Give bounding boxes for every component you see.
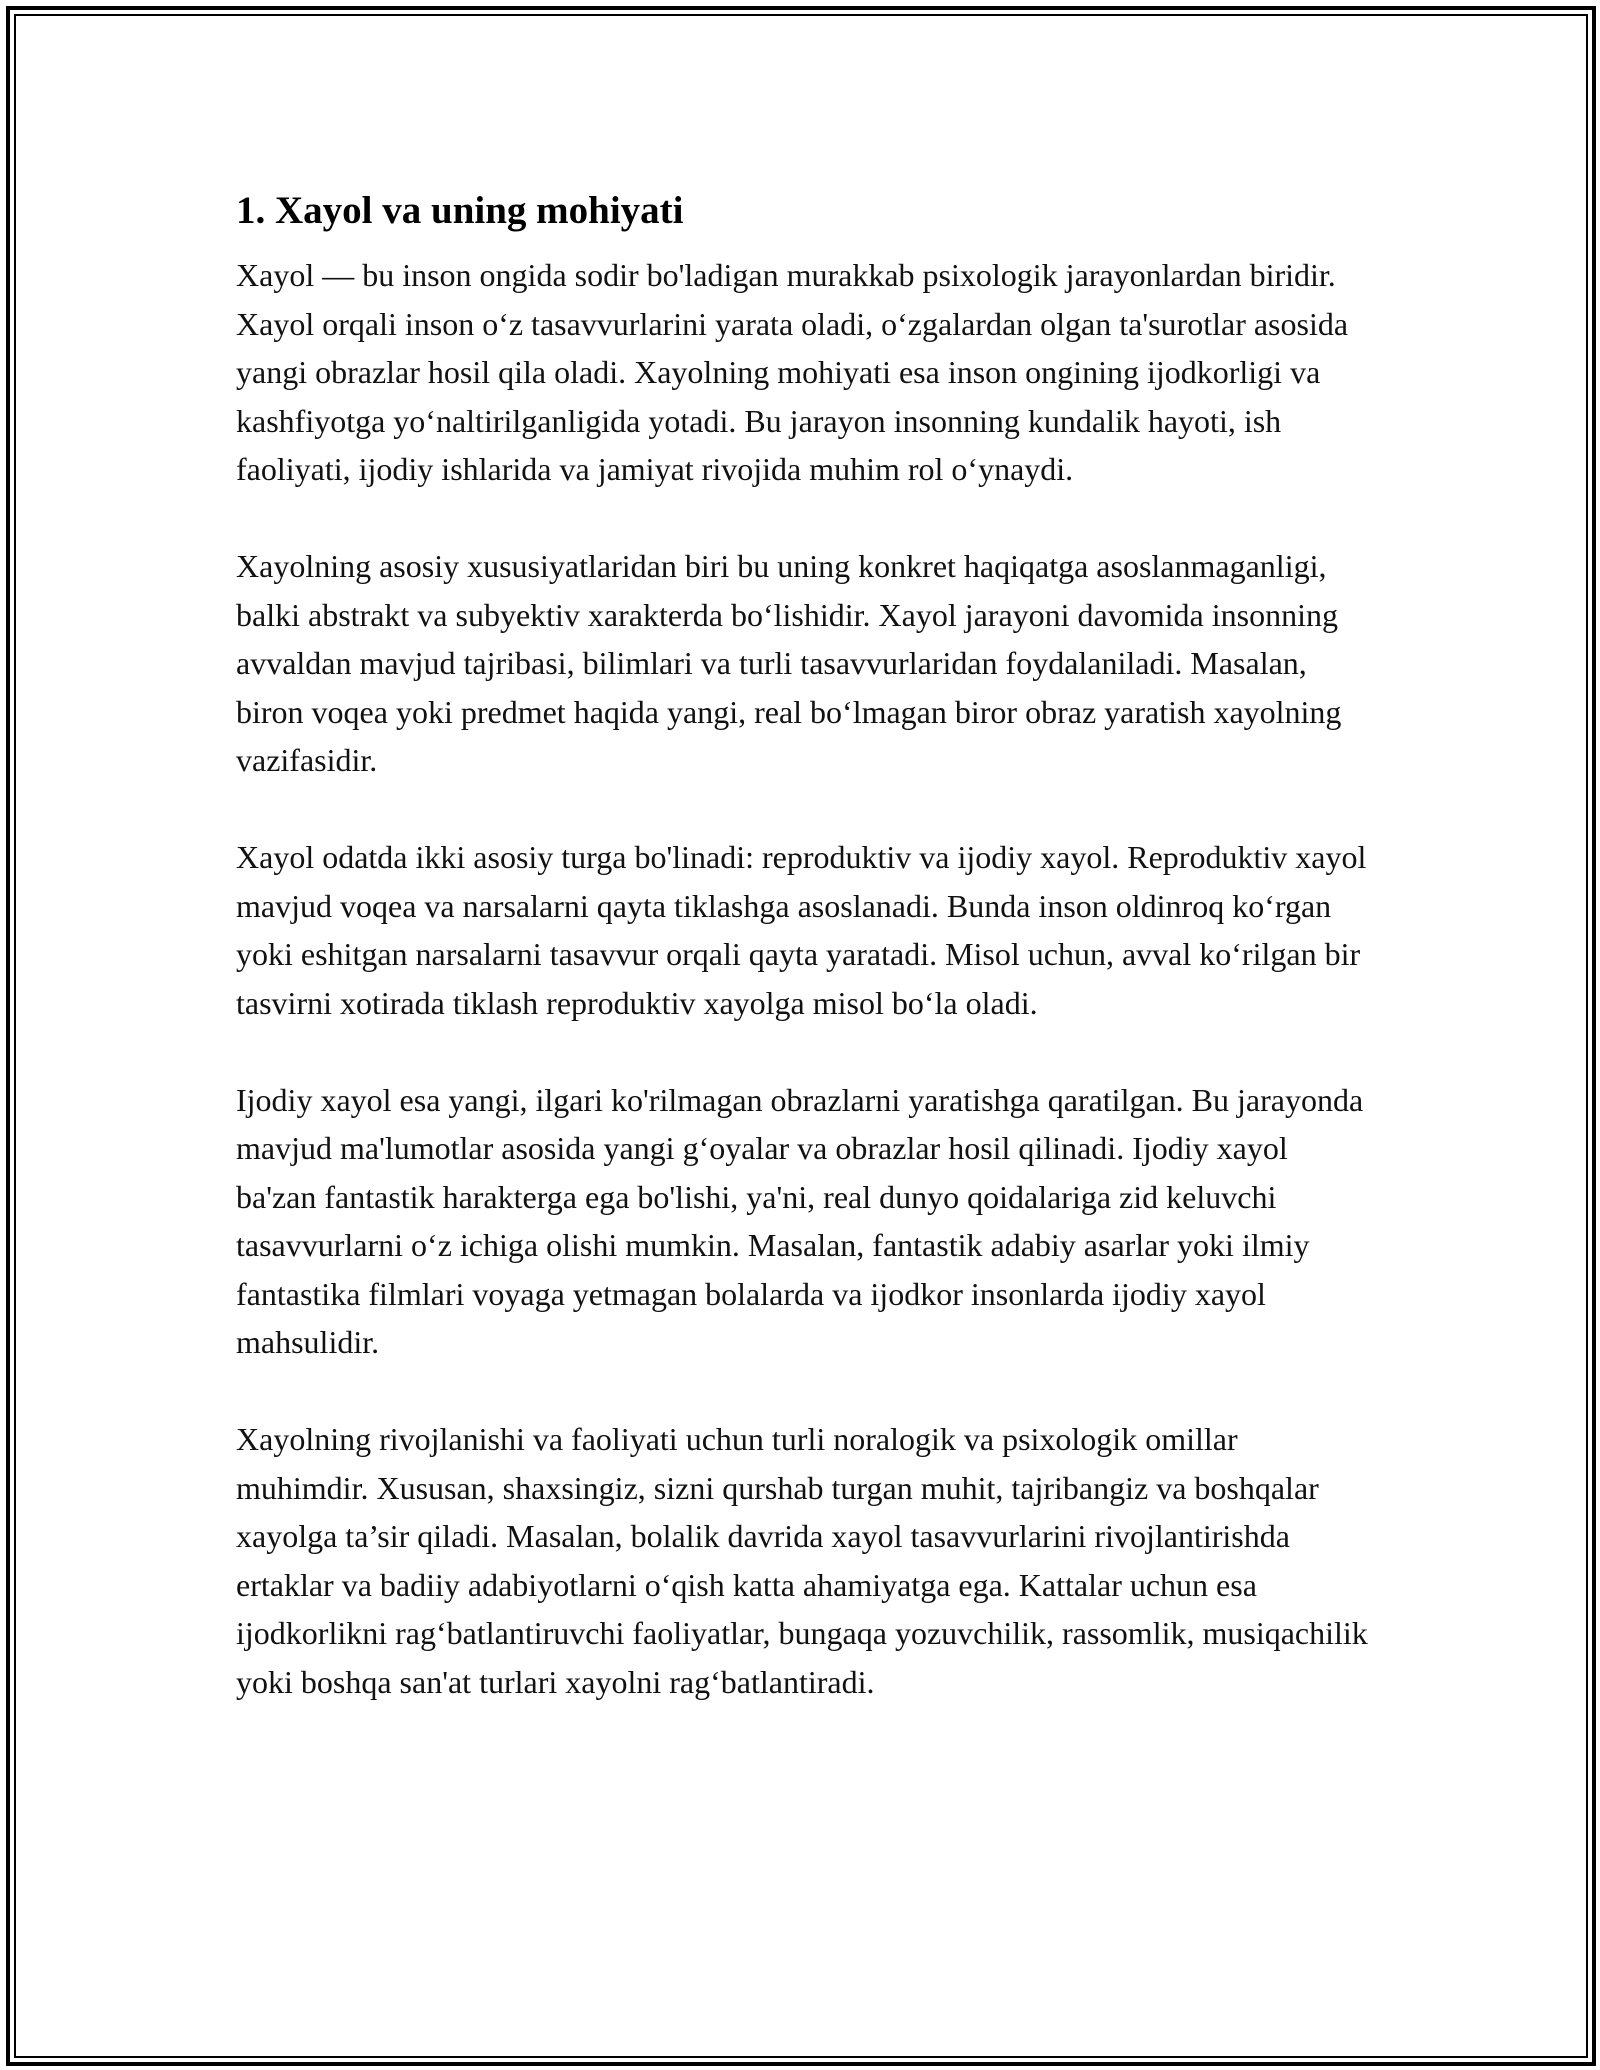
paragraph-3: Xayol odatda ikki asosiy turga bo'linadi: reproduktiv va ijodiy xayol. Reproduktiv xayol mavjud voqea va narsalarni qayta tiklashga asoslanadi. Bunda inson oldinroq ko‘rgan yoki eshitgan narsalarni tasavvur orqali qayta yaratadi. Misol uchun, avval ko‘rilgan bir tasvirni xotirada tiklash reproduktiv xayolga misol bo‘la oladi. <box>236 839 1367 1021</box>
paragraph-5: Xayolning rivojlanishi va faoliyati uchun turli noralogik va psixologik omillar muhimdir. Xususan, shaxsingiz, sizni qurshab turgan muhit, tajribangiz va boshqalar xayolga ta’sir qiladi. Masalan, bolalik davrida xayol tasavvurlarini rivojlantirishda ertaklar va badiiy adabiyotlarni o‘qish katta ahamiyatga ega. Kattalar uchun esa ijodkorlikni rag‘batlantiruvchi faoliyatlar, bungaqa yozuvchilik, rassomlik, musiqachilik yoki boshqa san'at turlari xayolni rag‘batlantiradi. <box>236 1421 1368 1700</box>
paragraph-2: Xayolning asosiy xususiyatlaridan biri bu uning konkret haqiqatga asoslanmaganligi, balki abstrakt va subyektiv xarakterda bo‘lishidir. Xayol jarayoni davomida insonning avvaldan mavjud tajribasi, bilimlari va turli tasavvurlaridan foydalaniladi. Masalan, biron voqea yoki predmet haqida yangi, real bo‘lmagan biror obraz yaratish xayolning vazifasidir. <box>236 548 1342 778</box>
paragraph-4: Ijodiy xayol esa yangi, ilgari ko'rilmagan obrazlarni yaratishga qaratilgan. Bu jarayonda mavjud ma'lumotlar asosida yangi g‘oyalar va obrazlar hosil qilinadi. Ijodiy xayol ba'zan fantastik harakterga ega bo'lishi, ya'ni, real dunyo qoidalariga zid keluvchi tasavvurlarni o‘z ichiga olishi mumkin. Masalan, fantastik adabiy asarlar yoki ilmiy fantastika filmlari voyaga yetmagan bolalarda va ijodkor insonlarda ijodiy xayol mahsulidir. <box>236 1081 1364 1360</box>
section-heading: 1. Xayol va uning mohiyati <box>236 189 684 232</box>
paragraph-1: Xayol — bu inson ongida sodir bo'ladigan murakkab psixologik jarayonlardan biridir. Xayol orqali inson o‘z tasavvurlarini yarata oladi, o‘zgalardan olgan ta'surotlar asosida yangi obrazlar hosil qila oladi. Xayolning mohiyati esa inson ongining ijodkorligi va kashfiyotga yo‘naltirilganligida yotadi. Bu jarayon insonning kundalik hayoti, ish faoliyati, ijodiy ishlarida va jamiyat rivojida muhim rol o‘ynaydi. <box>236 257 1349 487</box>
document-body <box>236 185 1376 1755</box>
